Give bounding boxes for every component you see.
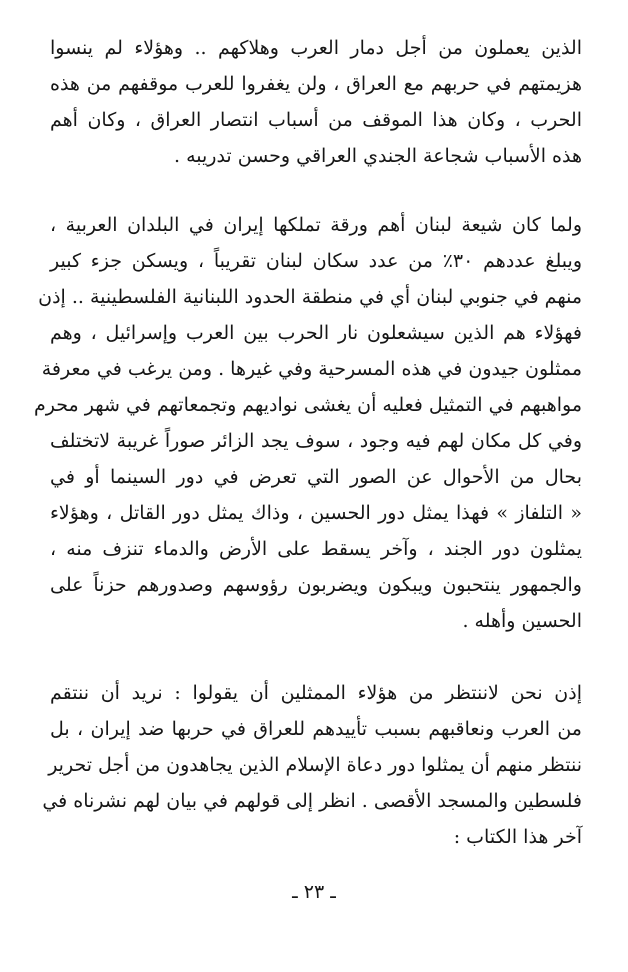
text-line: الذين يعملون من أجل دمار العرب وهلاكهم .. وهؤلاء لم ينسوا [50, 37, 582, 59]
text-line: آخر هذا الكتاب : [453, 826, 582, 848]
paragraph-1 [50, 30, 582, 174]
text-line: وفي كل مكان لهم فيه وجود ، سوف يجد الزائر صوراً غريبة لاتختلف [50, 430, 582, 452]
text-line: منهم في جنوبي لبنان أي في منطقة الحدود اللبنانية الفلسطينية .. إذن [38, 286, 582, 308]
text-line: ممثلون جيدون في هذه المسرحية وفي غيرها . ومن يرغب في معرفة [41, 358, 582, 380]
text-line: مواهبهم في التمثيل فعليه أن يغشى نواديهم وتجمعاتهم في شهر محرم [34, 394, 582, 416]
text-line: يمثلون دور الجند ، وآخر يسقط على الأرض والدماء تنزف منه ، [50, 538, 582, 560]
text-line: هزيمتهم في حربهم مع العراق ، ولن يغفروا للعرب موقفهم من هذه [50, 73, 582, 95]
text-line: « التلفاز » فهذا يمثل دور الحسين ، وذاك يمثل دور القاتل ، وهؤلاء [50, 502, 582, 524]
text-line: هذه الأسباب شجاعة الجندي العراقي وحسن تدريبه . [173, 145, 582, 167]
text-line: الحرب ، وكان هذا الموقف من أسباب انتصار العراق ، وكان أهم [50, 109, 582, 131]
text-line: بحال من الأحوال عن الصور التي تعرض في دور السينما أو في [50, 466, 582, 488]
text-line: فهؤلاء هم الذين سيشعلون نار الحرب بين العرب وإسرائيل ، وهم [50, 322, 582, 344]
page-number: ـ ٢٣ ـ [292, 881, 336, 903]
text-line: الحسين وأهله . [462, 610, 582, 632]
text-line: من العرب ونعاقبهم بسبب تأييدهم للعراق في حربها ضد إيران ، بل [50, 718, 582, 740]
text-line: فلسطين والمسجد الأقصى . انظر إلى قولهم في بيان لهم نشرناه في [42, 790, 582, 812]
text-line: إذن نحن لاننتظر من هؤلاء الممثلين أن يقولوا : نريد أن ننتقم [50, 682, 582, 704]
text-line: ننتظر منهم أن يمثلوا دور دعاة الإسلام الذين يجاهدون من أجل تحرير [48, 754, 582, 776]
text-line: ويبلغ عددهم ٣٠٪ من عدد سكان لبنان تقريباً ، ويسكن جزء كبير [50, 250, 582, 272]
paragraph-2 [34, 207, 582, 639]
paragraph-3 [42, 675, 582, 855]
text-line: ولما كان شيعة لبنان أهم ورقة تملكها إيران في البلدان العربية ، [50, 214, 582, 236]
text-line: والجمهور ينتحبون ويبكون ويضربون رؤوسهم وصدورهم حزناً على [50, 574, 582, 596]
